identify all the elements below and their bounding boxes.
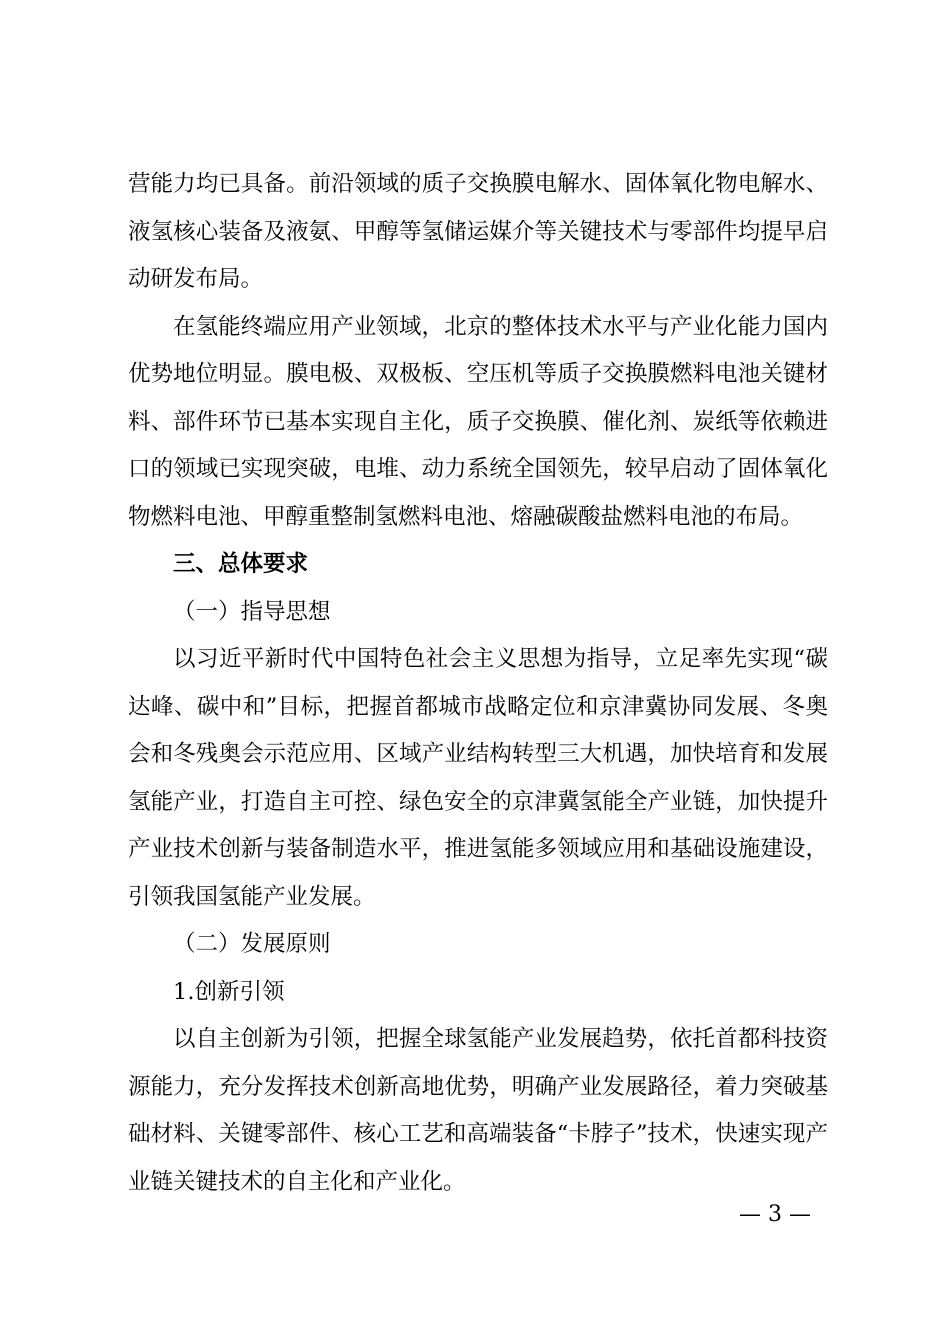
subsection-heading-principles: （二）发展原则 [173,931,331,957]
paragraph-guiding-ideology: 以习近平新时代中国特色社会主义思想为指导，立足率先实现“碳达峰、碳中和”目标，把握首都城市战略定位和京津冀协同发展、冬奥会和冬残奥会示范应用、区域产业结构转型三大机遇，加快培育和发展氢能产业，打造自主可控、绿色安全的京津冀氢能全产业链，加快提升产业技术创新与装备制造水平，推进氢能多领域应用和基础设施建设，引领我国氢能产业发展。 [128,646,828,910]
paragraph-continuation: 营能力均已具备。前沿领域的质子交换膜电解水、固体氧化物电解水、液氢核心装备及液氨、甲醇等氢储运媒介等关键技术与零部件均提早启动研发布局。 [128,171,828,292]
section-heading: 三、总体要求 [173,551,309,577]
principle-title: 1.创新引领 [173,978,285,1005]
subsection-heading-guiding: （一）指导思想 [173,598,331,625]
paragraph-terminal-application: 在氢能终端应用产业领域，北京的整体技术水平与产业化能力国内优势地位明显。膜电极、双极板、空压机等质子交换膜燃料电池关键材料、部件环节已基本实现自主化，质子交换膜、催化剂、炭纸等依赖进口的领域已实现突破，电堆、动力系统全国领先，较早启动了固体氧化物燃料电池、甲醇重整制氢燃料电池、熔融碳酸盐燃料电池的布局。 [128,313,828,530]
paragraph-innovation: 以自主创新为引领，把握全球氢能产业发展趋势，依托首都科技资源能力，充分发挥技术创新高地优势，明确产业发展路径，着力突破基础材料、关键零部件、核心工艺和高端装备“卡脖子”技术，快速实现产业链关键技术的自主化和产业化。 [128,1026,828,1195]
document-body [128,161,828,1206]
page-number: — 3 — [739,1202,811,1227]
